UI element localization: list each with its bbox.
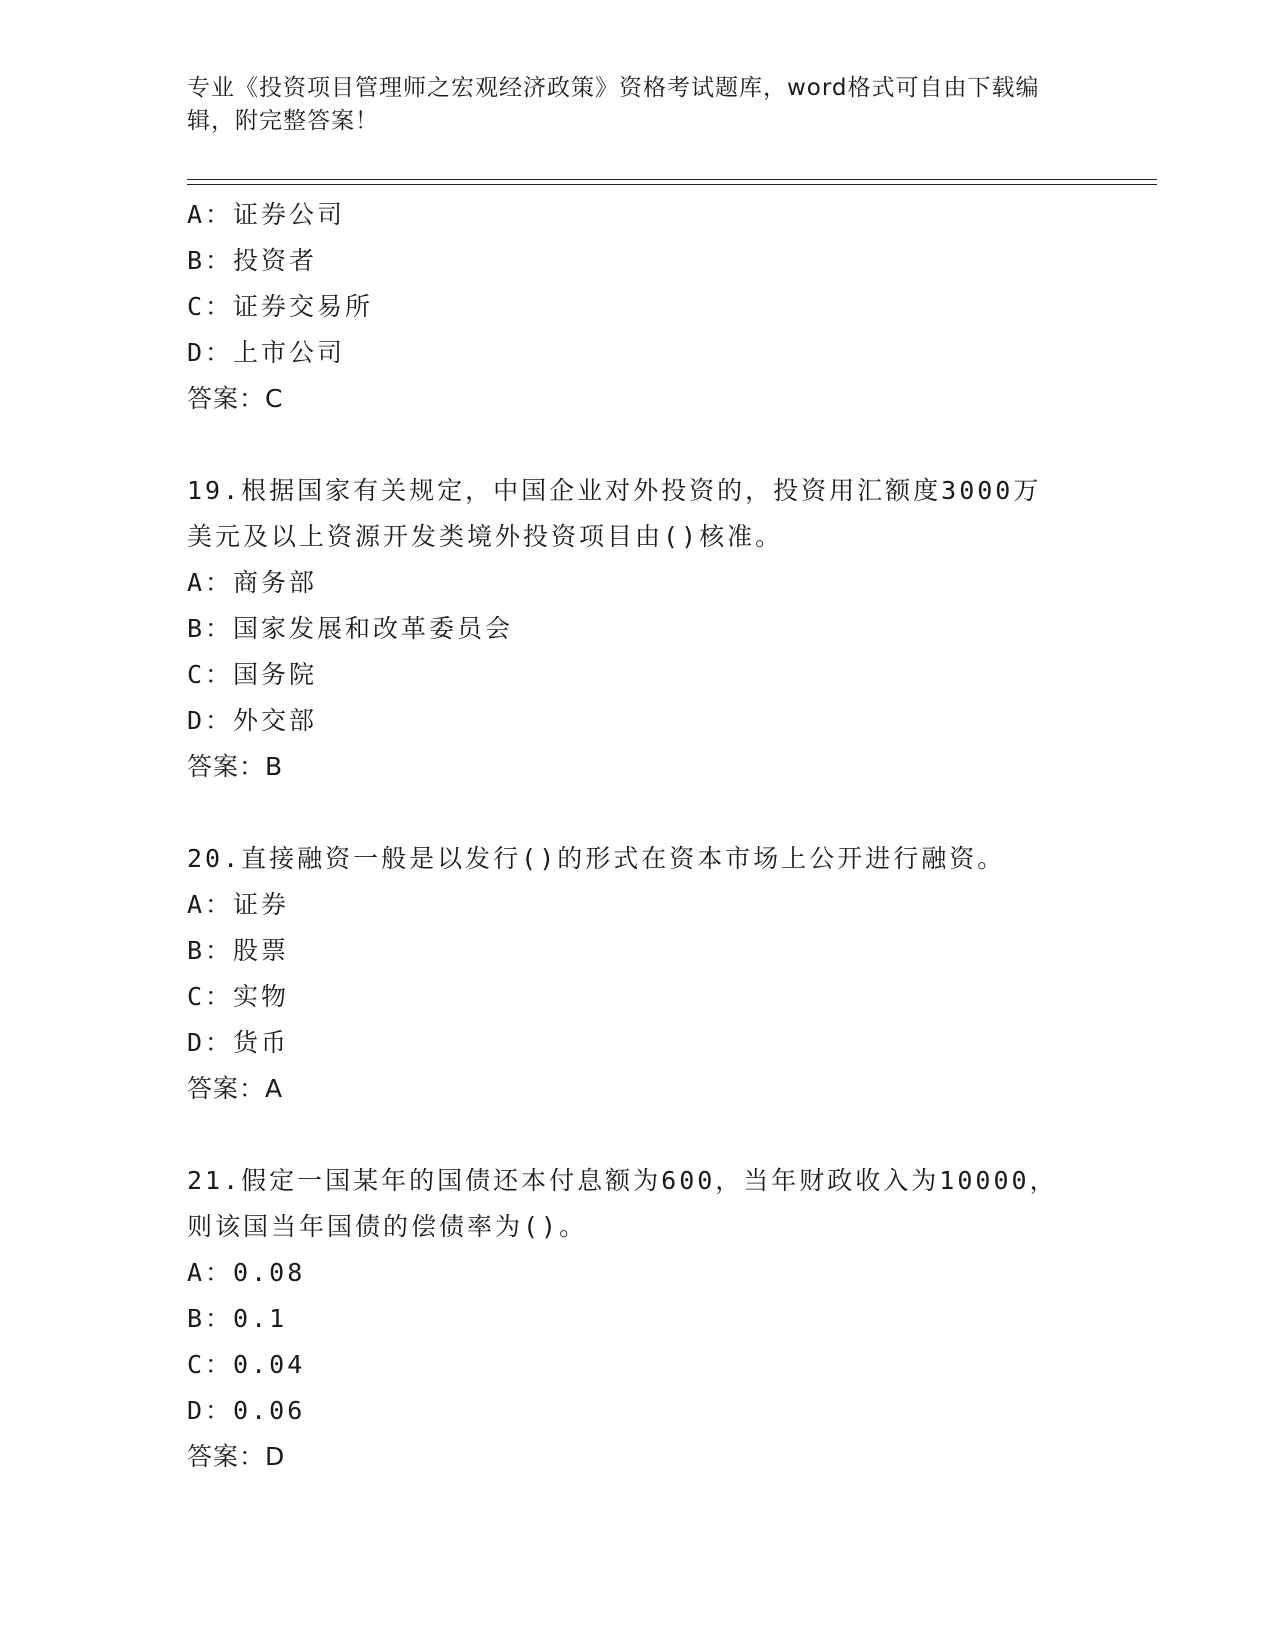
- option-a: A：证券: [187, 890, 290, 919]
- option-d: D：上市公司: [187, 338, 346, 367]
- option-c: C：证券交易所: [187, 292, 374, 321]
- question-19: [187, 468, 1107, 790]
- option-a: A：0.08: [187, 1258, 306, 1287]
- question-stem-line-1: 19.根据国家有关规定，中国企业对外投资的，投资用汇额度3000万: [187, 476, 1042, 505]
- option-b: B：0.1: [187, 1304, 288, 1333]
- question-21: [187, 1158, 1107, 1480]
- spacer: [187, 790, 1107, 836]
- option-b: B：国家发展和改革委员会: [187, 614, 514, 643]
- question-20: [187, 836, 1107, 1112]
- answer: 答案：A: [187, 1074, 284, 1103]
- option-d: D：0.06: [187, 1396, 306, 1425]
- question-18: [187, 192, 1107, 422]
- header-line-1: 专业《投资项目管理师之宏观经济政策》资格考试题库，word格式可自由下载编: [187, 75, 1040, 101]
- option-a: A：商务部: [187, 568, 318, 597]
- question-stem-line-1: 20.直接融资一般是以发行()的形式在资本市场上公开进行融资。: [187, 844, 1006, 873]
- option-c: C：国务院: [187, 660, 318, 689]
- option-b: B：投资者: [187, 246, 318, 275]
- question-stem-line-1: 21.假定一国某年的国债还本付息额为600，当年财政收入为10000，: [187, 1166, 1058, 1195]
- option-c: C：实物: [187, 982, 290, 1011]
- answer: 答案：D: [187, 1442, 286, 1471]
- option-d: D：外交部: [187, 706, 318, 735]
- answer: 答案：B: [187, 752, 284, 781]
- question-list: [187, 192, 1107, 1480]
- question-stem-line-2: 美元及以上资源开发类境外投资项目由()核准。: [187, 522, 784, 551]
- header-line-2: 辑，附完整答案！: [187, 108, 379, 134]
- spacer: [187, 422, 1107, 468]
- header-divider-top: [187, 179, 1157, 180]
- option-b: B：股票: [187, 936, 290, 965]
- header-divider-bottom: [187, 184, 1157, 185]
- option-d: D：货币: [187, 1028, 290, 1057]
- answer: 答案：C: [187, 384, 284, 413]
- option-c: C：0.04: [187, 1350, 306, 1379]
- document-header: [187, 72, 1087, 138]
- question-stem-line-2: 则该国当年国债的偿债率为()。: [187, 1212, 588, 1241]
- spacer: [187, 1112, 1107, 1158]
- option-a: A：证券公司: [187, 200, 346, 229]
